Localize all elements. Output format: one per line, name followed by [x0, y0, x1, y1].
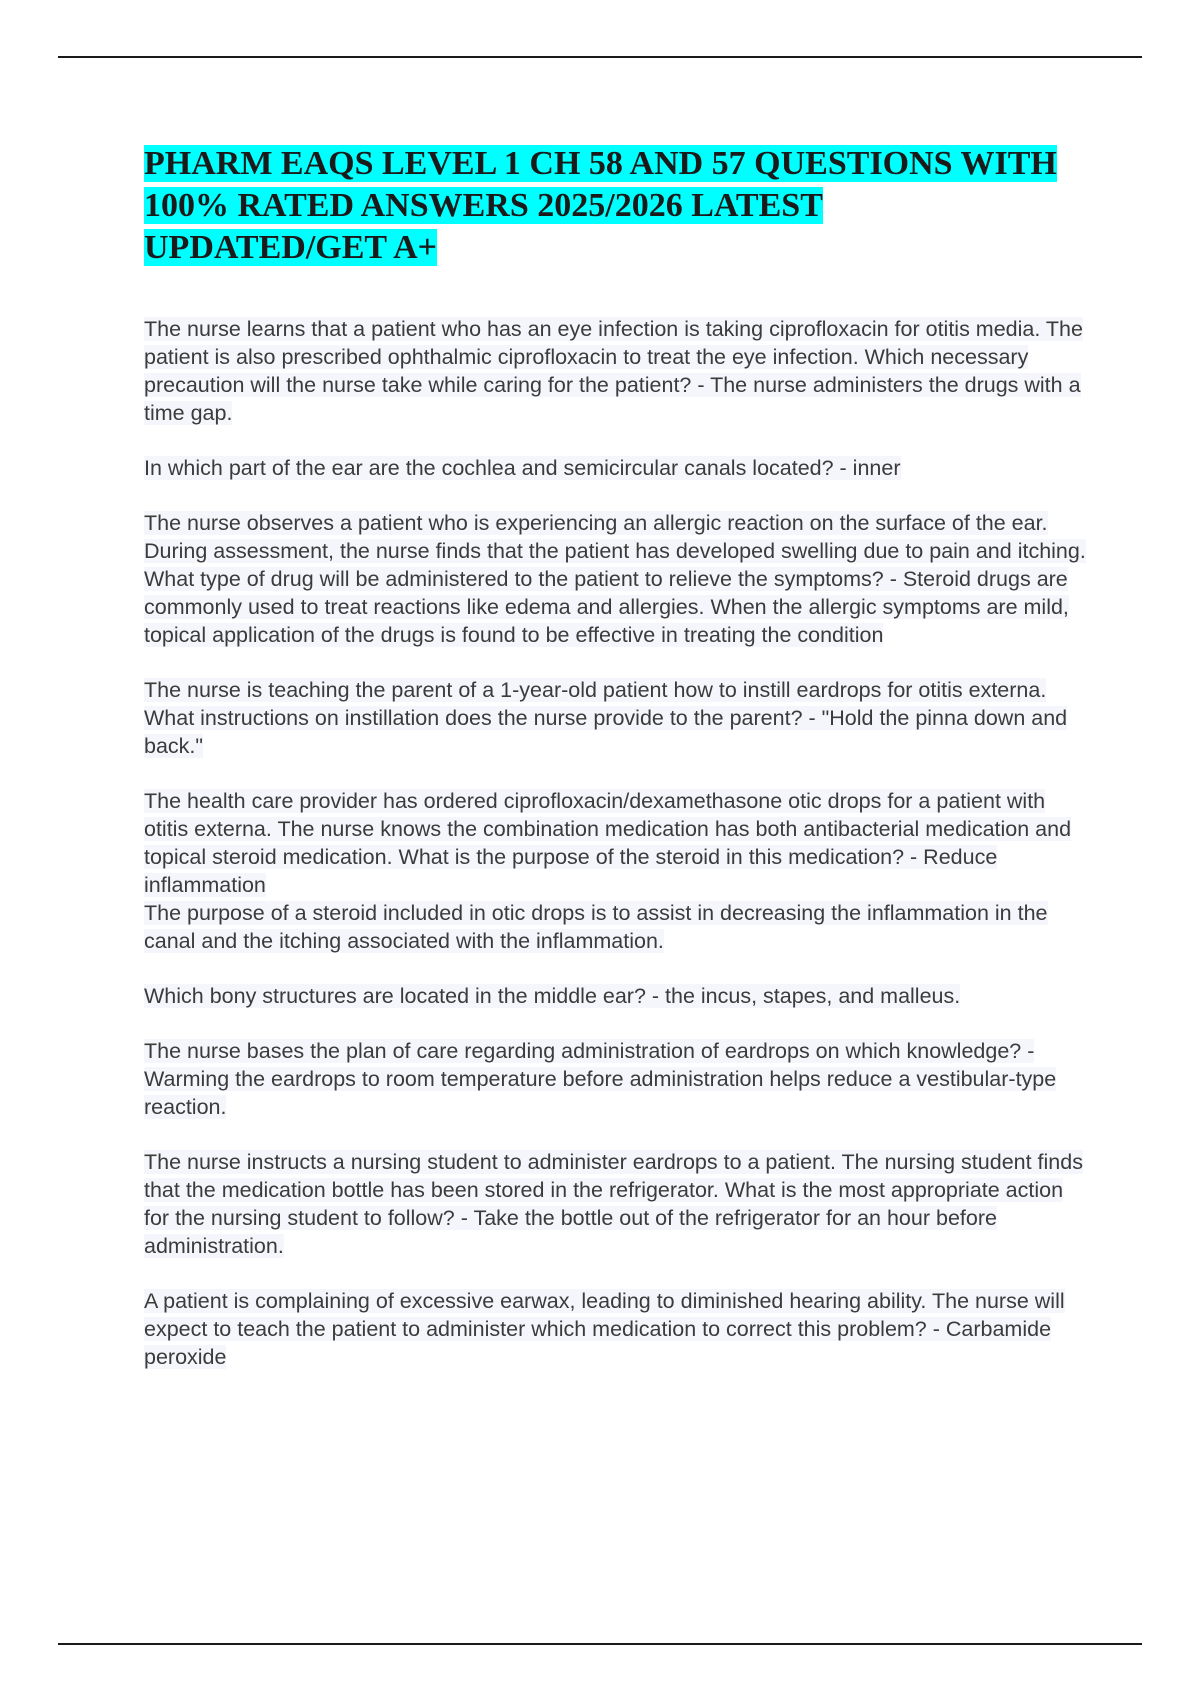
qa-text: The nurse is teaching the parent of a 1-year-old patient how to instill eardrops for otitis externa. What instructions on instillation does the nurse provide to the parent? - "Hold the pinna down and back.": [144, 678, 1068, 758]
qa-item: [144, 509, 1094, 649]
qa-text: In which part of the ear are the cochlea and semicircular canals located? - inner: [144, 456, 901, 480]
document-title: [144, 143, 1064, 269]
qa-explanation: [144, 899, 1094, 955]
qa-item: [144, 1287, 1094, 1371]
qa-item: [144, 315, 1094, 427]
title-highlight: PHARM EAQS LEVEL 1 CH 58 AND 57 QUESTIONS WITH 100% RATED ANSWERS 2025/2026 LATEST UPDATED/GET A+: [144, 145, 1057, 266]
qa-item: [144, 454, 1094, 482]
qa-item: [144, 1037, 1094, 1121]
qa-text: The health care provider has ordered ciprofloxacin/dexamethasone otic drops for a patient with otitis externa. The nurse knows the combination medication has both antibacterial medication and topical steroid medication. What is the purpose of the steroid in this medication? - Reduce inflammation: [144, 789, 1072, 897]
qa-text: The nurse instructs a nursing student to administer eardrops to a patient. The nursing student finds that the medication bottle has been stored in the refrigerator. What is the most appropriate action for the nursing student to follow? - Take the bottle out of the refrigerator for an hour before administration.: [144, 1150, 1083, 1258]
qa-list: [144, 315, 1094, 1398]
qa-text: The nurse bases the plan of care regarding administration of eardrops on which knowledge? - Warming the eardrops to room temperature before administration helps reduce a vestibular-type reaction.: [144, 1039, 1057, 1119]
top-divider: [58, 56, 1142, 58]
qa-item: [144, 676, 1094, 760]
qa-item: [144, 787, 1094, 955]
qa-text: A patient is complaining of excessive earwax, leading to diminished hearing ability. The nurse will expect to teach the patient to administer which medication to correct this problem? - Carbamide peroxide: [144, 1289, 1065, 1369]
qa-text: Which bony structures are located in the middle ear? - the incus, stapes, and malleus.: [144, 984, 961, 1008]
qa-text: The nurse observes a patient who is experiencing an allergic reaction on the surface of the ear. During assessment, the nurse finds that the patient has developed swelling due to pain and itching. What type of drug will be administered to the patient to relieve the symptoms? - Steroid drugs are commonly used to treat reactions like edema and allergies. When the allergic symptoms are mild, topical application of the drugs is found to be effective in treating the condition: [144, 511, 1086, 647]
qa-explanation-text: The purpose of a steroid included in otic drops is to assist in decreasing the inflammation in the canal and the itching associated with the inflammation.: [144, 901, 1048, 953]
qa-item: [144, 1148, 1094, 1260]
bottom-divider: [58, 1643, 1142, 1645]
qa-item: [144, 982, 1094, 1010]
qa-text: The nurse learns that a patient who has an eye infection is taking ciprofloxacin for otitis media. The patient is also prescribed ophthalmic ciprofloxacin to treat the eye infection. Which necessary precaution will the nurse take while caring for the patient? - The nurse administers the drugs with a time gap.: [144, 317, 1083, 425]
